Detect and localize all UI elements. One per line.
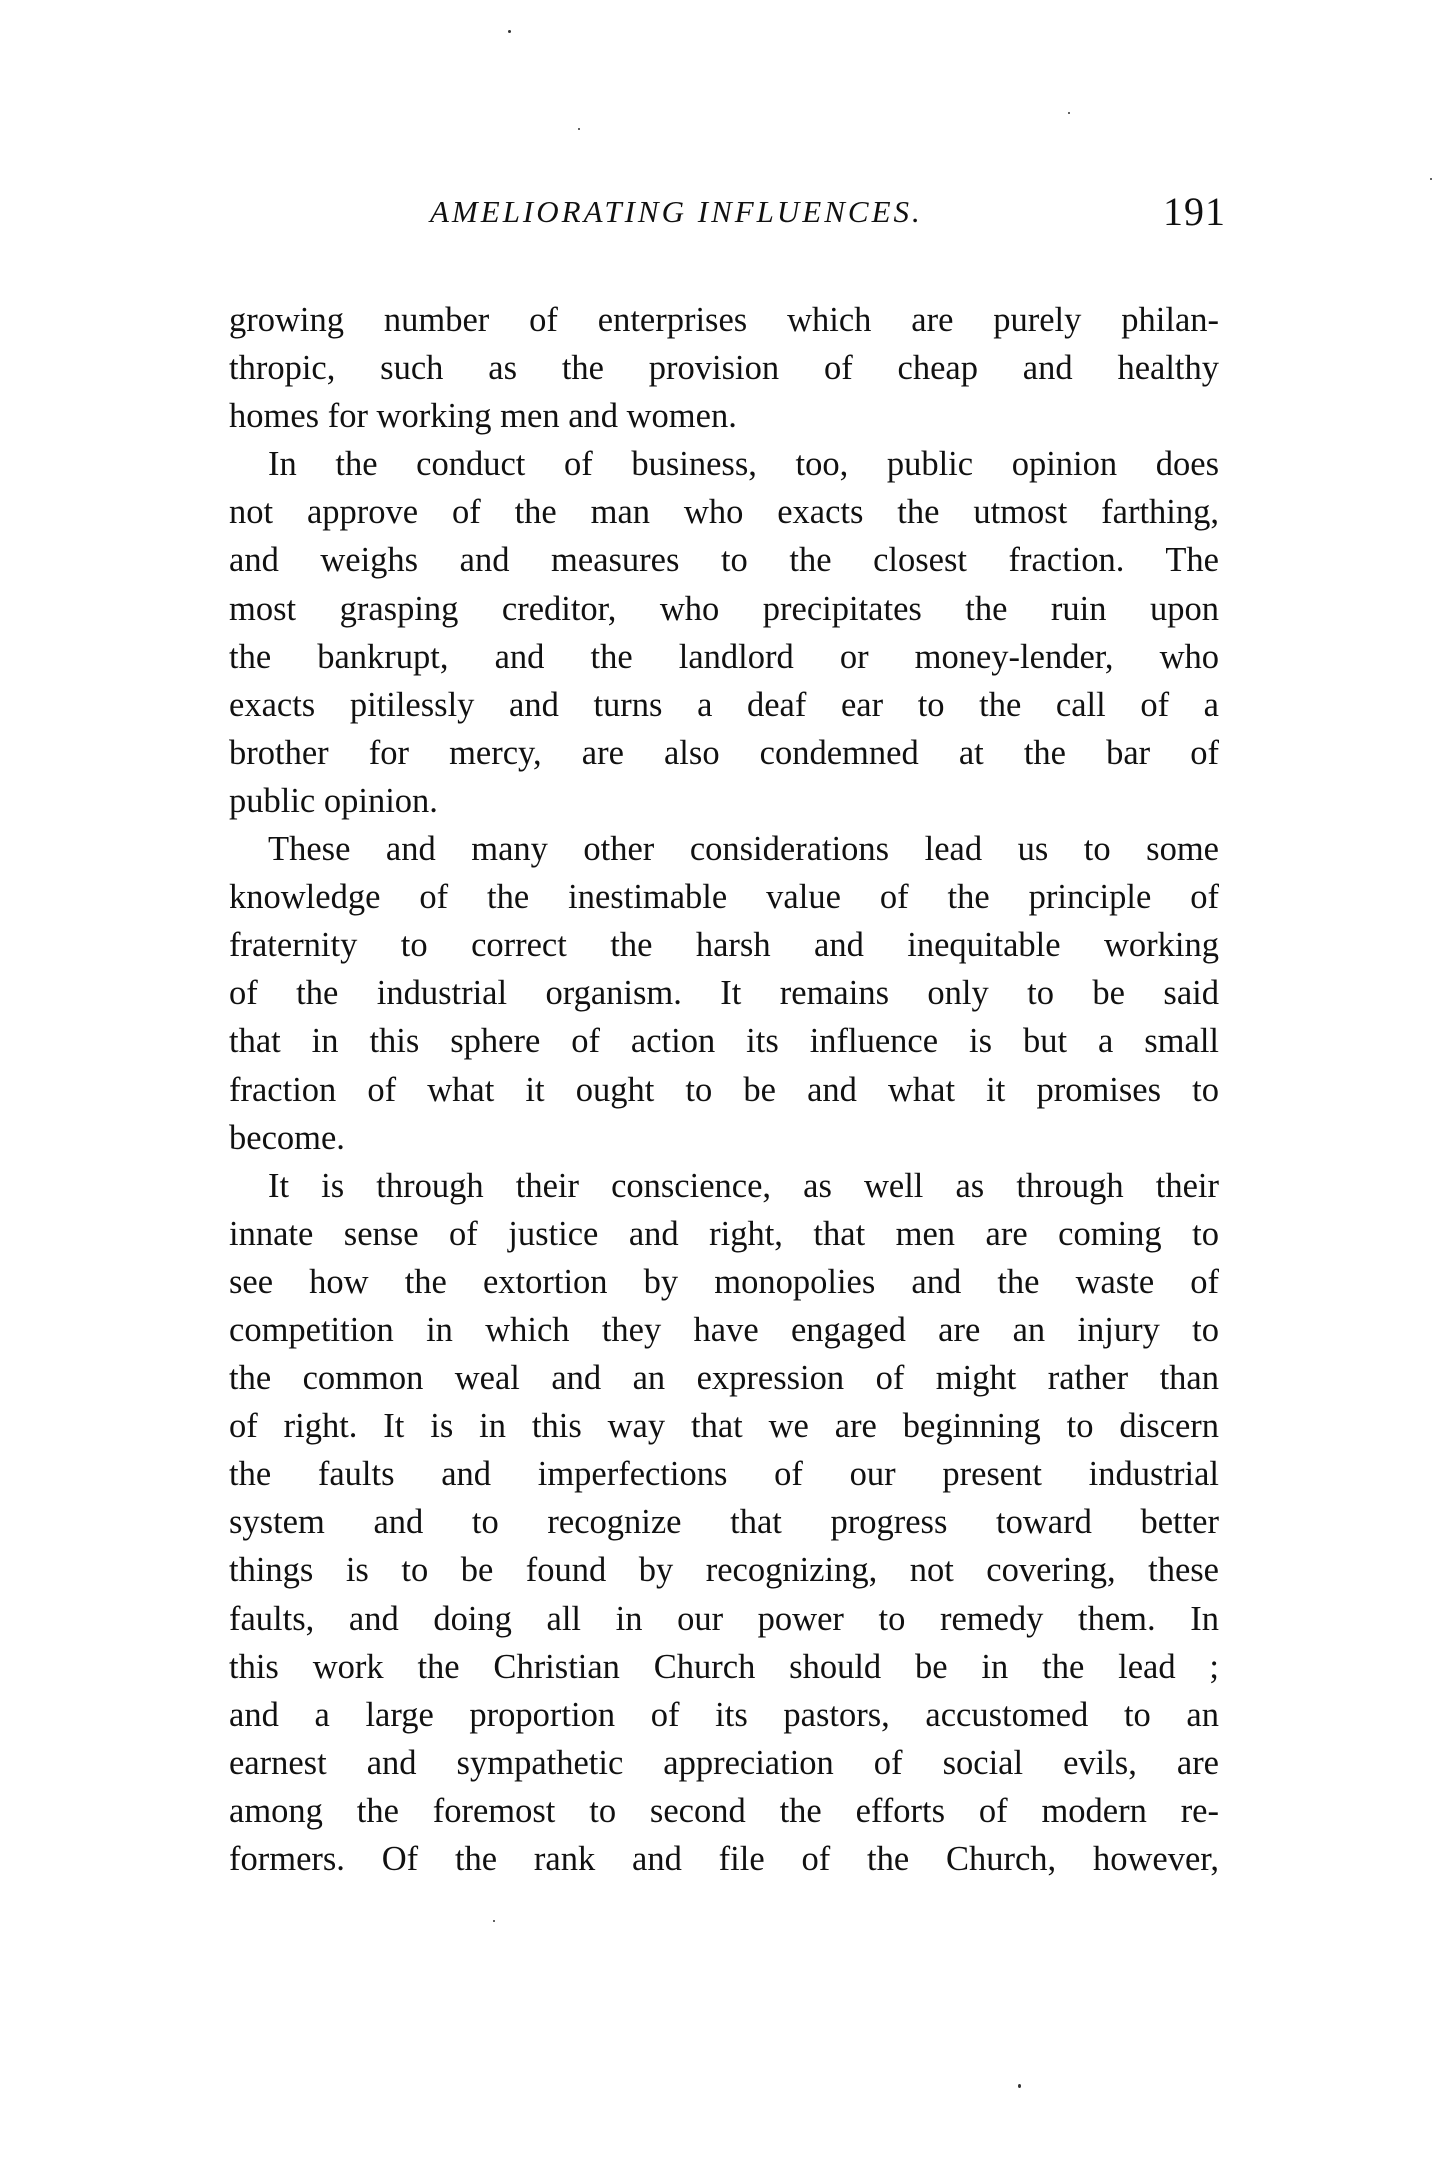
text-line: of the industrial organism. It remains only to be said [229,974,1219,1013]
scan-speck [1018,2084,1021,2088]
text-line: In the conduct of business, too, public opinion does [268,445,1219,484]
text-line: knowledge of the inestimable value of the principle of [229,878,1219,917]
paragraph-conscience [229,1162,1219,1883]
text-line: this work the Christian Church should be in the lead ; [229,1647,1219,1686]
running-head [0,188,1456,248]
running-title: AMELIORATING INFLUENCES. [430,194,923,229]
text-line: thropic, such as the provision of cheap and healthy [229,349,1219,388]
text-line: and weighs and measures to the closest fraction. The [229,541,1219,580]
text-line: earnest and sympathetic appreciation of social evils, are [229,1743,1219,1782]
text-line: growing number of enterprises which are purely philan- [229,301,1219,339]
text-line: the common weal and an expression of might rather than [229,1359,1219,1398]
scan-speck [578,128,580,130]
text-line: see how the extortion by monopolies and the waste of [229,1262,1219,1301]
text-line: the faults and imperfections of our present industrial [229,1455,1219,1494]
text-line: fraternity to correct the harsh and inequitable working [229,926,1219,965]
scan-speck [493,1920,495,1922]
text-line: fraction of what it ought to be and what it promises to [229,1070,1219,1109]
text-line: brother for mercy, are also condemned at the bar of [229,733,1219,772]
text-line: innate sense of justice and right, that men are coming to [229,1214,1219,1253]
scan-speck [508,30,511,33]
body-text [229,296,1219,1883]
text-line: among the foremost to second the efforts of modern re- [229,1791,1219,1830]
scan-speck [1430,178,1432,180]
text-line: become. [229,1118,345,1157]
paragraph-continuation [229,296,1219,440]
text-line: the bankrupt, and the landlord or money-lender, who [229,637,1219,676]
text-line: public opinion. [229,781,438,820]
text-line: It is through their conscience, as well as through their [268,1166,1219,1205]
text-line: faults, and doing all in our power to remedy them. In [229,1599,1219,1638]
text-line: most grasping creditor, who precipitates the ruin upon [229,589,1219,628]
text-line: things is to be found by recognizing, not covering, these [229,1551,1219,1590]
text-line: and a large proportion of its pastors, accustomed to an [229,1695,1219,1734]
text-line: system and to recognize that progress toward better [229,1503,1219,1542]
paragraph-fraternity [229,825,1219,1162]
text-line: These and many other considerations lead us to some [268,830,1219,869]
text-line: competition in which they have engaged are an injury to [229,1310,1219,1349]
scan-speck [1068,112,1070,114]
text-line: homes for working men and women. [229,397,737,436]
paragraph-business-conduct [229,440,1219,825]
text-line: that in this sphere of action its influence is but a small [229,1022,1219,1061]
text-line: not approve of the man who exacts the utmost farthing, [229,493,1219,532]
page-number: 191 [1163,189,1226,234]
text-line: formers. Of the rank and file of the Church, however, [229,1840,1219,1878]
text-line: of right. It is in this way that we are beginning to discern [229,1407,1219,1446]
text-line: exacts pitilessly and turns a deaf ear to the call of a [229,685,1219,724]
